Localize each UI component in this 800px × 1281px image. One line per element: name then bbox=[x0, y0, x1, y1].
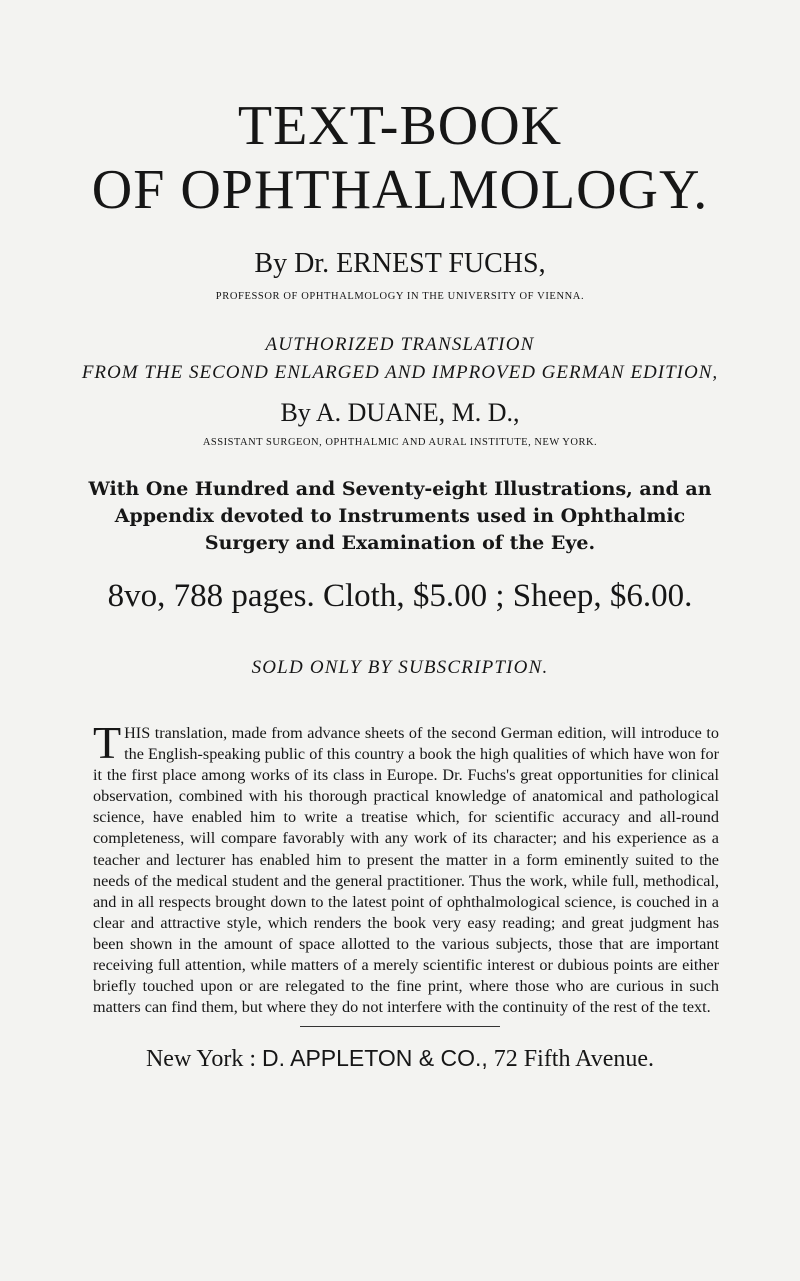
imprint-city: New York : bbox=[145, 1046, 256, 1072]
translation-heading: AUTHORIZED TRANSLATION bbox=[265, 334, 535, 355]
imprint-publisher: D. APPLETON & CO., bbox=[261, 1045, 488, 1071]
book-title-line-1: TEXT-BOOK bbox=[237, 95, 563, 157]
publisher-imprint bbox=[0, 1044, 800, 1073]
divider-rule bbox=[300, 1026, 500, 1027]
author-byline: By Dr. ERNEST FUCHS, bbox=[254, 248, 546, 279]
translator-byline: By A. DUANE, M. D., bbox=[280, 398, 520, 427]
book-title-line-2: OF OPHTHALMOLOGY. bbox=[91, 159, 709, 221]
description-paragraph bbox=[93, 717, 719, 1018]
author-position: PROFESSOR OF OPHTHALMOLOGY IN THE UNIVERSITY OF VIENNA. bbox=[215, 291, 585, 302]
price-line: 8vo, 788 pages. Cloth, $5.00 ; Sheep, $6.00. bbox=[107, 578, 693, 614]
description-text: HIS translation, made from advance sheets of the second German edition, will introduce to the English-speaking public of this country a book the high qualities of which have won for it the first place among works of its class in Europe. Dr. Fuchs's great opportunities for clinical observation, combined with his thorough practical knowledge of anatomical and pathological science, have enabled him to write a treatise which, for scientific accuracy and all-round completeness, will compare favorably with any work of its character; and his experience as a teacher and lecturer has enabled him to present the matter in a form eminently suited to the needs of the medical student and the general practitioner. Thus the work, while full, methodical, and in all respects brought down to the latest point of ophthalmological science, is couched in a clear and attractive style, which renders the book very easy reading; and great judgment has been shown in the amount of space allotted to the various subjects, those that are important receiving full attention, while matters of a merely scientific interest or dubious points are either briefly touched upon or are relegated to the fine print, where those who are curious in such matters can find them, but where they do not interfere with the continuity of the rest of the text. bbox=[93, 724, 719, 1017]
illustrations-note: With One Hundred and Seventy-eight Illustrations, and an Appendix devoted to Instruments used in Ophthalmic Surgery and Examination of the Eye. bbox=[88, 478, 712, 554]
drop-cap: T bbox=[93, 717, 122, 768]
subscription-note: SOLD ONLY BY SUBSCRIPTION. bbox=[251, 657, 549, 678]
edition-note: FROM THE SECOND ENLARGED AND IMPROVED GERMAN EDITION, bbox=[81, 362, 719, 383]
imprint-address: 72 Fifth Avenue. bbox=[493, 1046, 655, 1072]
translator-position: ASSISTANT SURGEON, OPHTHALMIC AND AURAL INSTITUTE, NEW YORK. bbox=[202, 437, 598, 448]
